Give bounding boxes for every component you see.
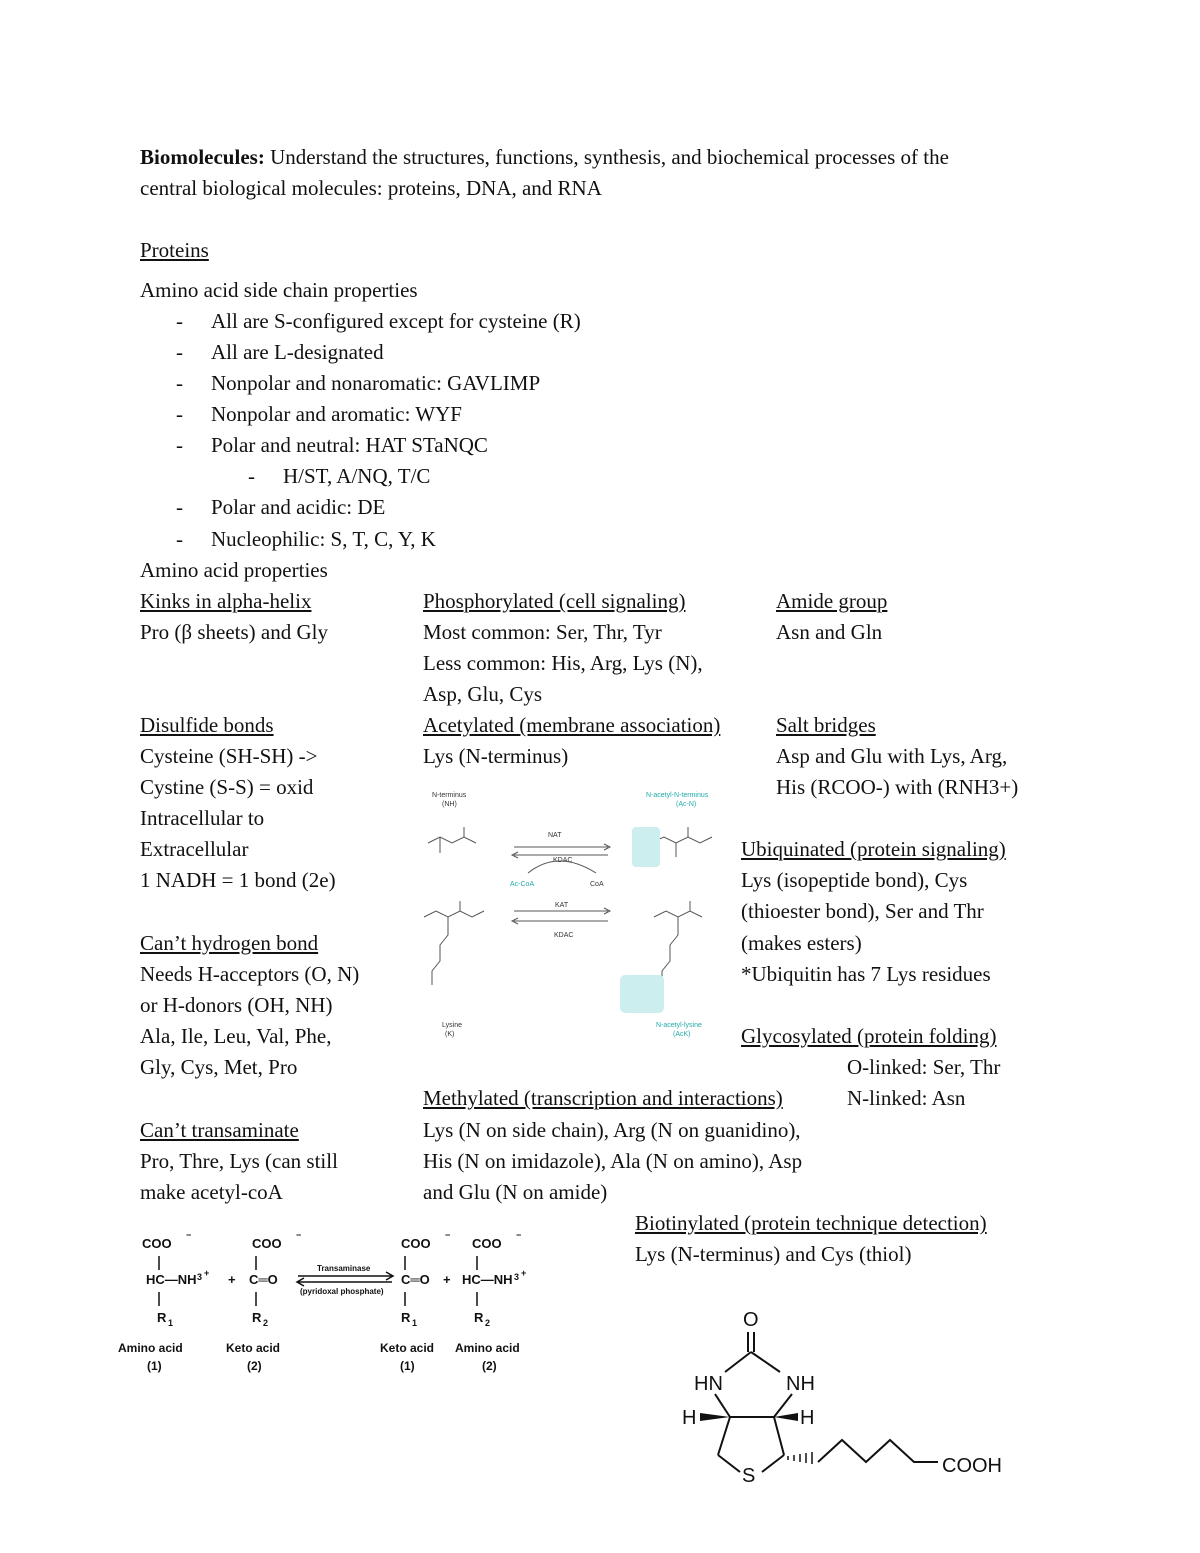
bullet-dash: - bbox=[176, 495, 183, 519]
biotin-text: Lys (N-terminus) and Cys (thiol) bbox=[635, 1242, 912, 1266]
bullet-dash: - bbox=[176, 402, 183, 426]
salt-title: Salt bridges bbox=[776, 713, 876, 737]
svg-text:3: 3 bbox=[197, 1272, 203, 1282]
co-label: C═O bbox=[401, 1272, 430, 1287]
transam-line: Pro, Thre, Lys (can still bbox=[140, 1149, 338, 1173]
phos-line: Less common: His, Arg, Lys (N), bbox=[423, 651, 703, 675]
caption: Keto acid bbox=[380, 1341, 435, 1355]
bullet-dash: - bbox=[176, 340, 183, 364]
caption: Keto acid bbox=[226, 1341, 281, 1355]
bullet-item: Nonpolar and aromatic: WYF bbox=[211, 402, 462, 426]
hbond-title: Can’t hydrogen bond bbox=[140, 931, 319, 955]
fig-label: KDAC bbox=[554, 932, 574, 939]
ubiq-title: Ubiquinated (protein signaling) bbox=[741, 837, 1006, 861]
superscript: − bbox=[516, 1230, 522, 1240]
bullet-dash: - bbox=[176, 527, 183, 551]
acetyl-highlight bbox=[632, 827, 660, 867]
acetylation-diagram bbox=[418, 785, 738, 1047]
hbond-line: or H-donors (OH, NH) bbox=[140, 993, 333, 1017]
transam-line: make acetyl-coA bbox=[140, 1180, 283, 1204]
svg-text:1: 1 bbox=[412, 1318, 418, 1328]
phos-line: Most common: Ser, Thr, Tyr bbox=[423, 620, 662, 644]
atom-hn: HN bbox=[694, 1373, 723, 1395]
intro-line-2: central biological molecules: proteins, DNA, and RNA bbox=[140, 176, 602, 200]
bullet-item: Nonpolar and nonaromatic: GAVLIMP bbox=[211, 371, 541, 395]
r-label: R bbox=[157, 1310, 167, 1325]
superscript: − bbox=[445, 1230, 451, 1240]
fig-label: CoA bbox=[590, 881, 604, 888]
bullet-dash: - bbox=[176, 309, 183, 333]
acetyl-highlight bbox=[620, 975, 664, 1013]
phos-line: Asp, Glu, Cys bbox=[423, 682, 543, 706]
biotin-structure bbox=[670, 1300, 1050, 1492]
salt-line: His (RCOO-) with (RNH3+) bbox=[776, 775, 1019, 799]
atom-h-left: H bbox=[682, 1407, 697, 1429]
ubiq-line: *Ubiquitin has 7 Lys residues bbox=[741, 962, 991, 986]
transam-title: Can’t transaminate bbox=[140, 1118, 299, 1142]
plus-sign: + bbox=[228, 1272, 236, 1287]
phos-title: Phosphorylated (cell signaling) bbox=[423, 589, 686, 613]
sub-bullet-dash: - bbox=[248, 464, 255, 488]
svg-text:1: 1 bbox=[168, 1318, 174, 1328]
bullet-dash: - bbox=[176, 371, 183, 395]
fig-label: (Ac-N) bbox=[676, 801, 697, 808]
fig-label: N-acetyl-N-terminus bbox=[646, 792, 709, 799]
r-label: R bbox=[252, 1310, 262, 1325]
caption: Amino acid bbox=[118, 1341, 183, 1355]
svg-text:2: 2 bbox=[485, 1318, 491, 1328]
disulfide-line: 1 NADH = 1 bond (2e) bbox=[140, 868, 336, 892]
hc-nh3-label: HC—NH bbox=[462, 1272, 513, 1287]
intro-bold-label: Biomolecules: bbox=[140, 145, 265, 169]
co-label: C═O bbox=[249, 1272, 278, 1287]
bullet-item: Polar and neutral: HAT STaNQC bbox=[211, 433, 488, 457]
ubiq-line: (makes esters) bbox=[741, 931, 862, 955]
atom-nh: NH bbox=[786, 1373, 815, 1395]
disulfide-title: Disulfide bonds bbox=[140, 713, 274, 737]
caption: (1) bbox=[400, 1359, 415, 1373]
acet-title: Acetylated (membrane association) bbox=[423, 713, 721, 737]
superscript: − bbox=[296, 1230, 302, 1240]
meth-line: His (N on imidazole), Ala (N on amino), Asp bbox=[423, 1149, 803, 1173]
bullet-item: All are S-configured except for cysteine (R) bbox=[211, 309, 581, 333]
coo-label: COO bbox=[401, 1236, 431, 1251]
caption: (2) bbox=[247, 1359, 262, 1373]
sub-bullet-item: H/ST, A/NQ, T/C bbox=[283, 464, 431, 488]
svg-text:2: 2 bbox=[263, 1318, 269, 1328]
glyco-title: Glycosylated (protein folding) bbox=[741, 1024, 997, 1048]
aa-props-heading: Amino acid properties bbox=[140, 558, 328, 582]
salt-line: Asp and Glu with Lys, Arg, bbox=[776, 744, 1008, 768]
bullet-dash: - bbox=[176, 433, 183, 457]
fig-label: KDAC bbox=[553, 857, 573, 864]
fig-label: N-acetyl-lysine bbox=[656, 1022, 702, 1029]
kinks-title: Kinks in alpha-helix bbox=[140, 589, 312, 613]
meth-line: Lys (N on side chain), Arg (N on guanidino), bbox=[423, 1118, 801, 1142]
fig-label: Ac-CoA bbox=[510, 881, 535, 888]
fig-label: (K) bbox=[445, 1031, 455, 1038]
atom-cooh: COOH bbox=[942, 1455, 1002, 1477]
disulfide-line: Intracellular to bbox=[140, 806, 265, 830]
intro-line-1 bbox=[140, 142, 949, 173]
caption: (1) bbox=[147, 1359, 162, 1373]
caption: (2) bbox=[482, 1359, 497, 1373]
kinks-text: Pro (β sheets) and Gly bbox=[140, 620, 328, 644]
coo-label: COO bbox=[142, 1236, 172, 1251]
meth-title: Methylated (transcription and interactions) bbox=[423, 1086, 783, 1110]
enzyme-label: Transaminase bbox=[317, 1264, 371, 1273]
glyco-line: N-linked: Asn bbox=[847, 1086, 966, 1110]
fig-label: KAT bbox=[555, 902, 569, 909]
disulfide-line: Extracellular bbox=[140, 837, 249, 861]
ubiq-line: (thioester bond), Ser and Thr bbox=[741, 899, 984, 923]
disulfide-line: Cysteine (SH-SH) -> bbox=[140, 744, 318, 768]
svg-text:+: + bbox=[521, 1268, 527, 1278]
atom-s: S bbox=[742, 1465, 756, 1487]
fig-label: N-terminus bbox=[432, 792, 467, 799]
hbond-line: Needs H-acceptors (O, N) bbox=[140, 962, 360, 986]
fig-label: NAT bbox=[548, 832, 562, 839]
amide-title: Amide group bbox=[776, 589, 888, 613]
bullet-item: All are L-designated bbox=[211, 340, 384, 364]
side-chain-heading: Amino acid side chain properties bbox=[140, 278, 418, 302]
bullet-item: Polar and acidic: DE bbox=[211, 495, 386, 519]
coo-label: COO bbox=[472, 1236, 502, 1251]
biotin-title: Biotinylated (protein technique detection) bbox=[635, 1211, 987, 1235]
fig-label: (AcK) bbox=[673, 1031, 691, 1038]
disulfide-line: Cystine (S-S) = oxid bbox=[140, 775, 314, 799]
meth-line: and Glu (N on amide) bbox=[423, 1180, 608, 1204]
hbond-line: Ala, Ile, Leu, Val, Phe, bbox=[140, 1024, 332, 1048]
intro-text-1: Understand the structures, functions, synthesis, and biochemical processes of the bbox=[264, 145, 949, 169]
fig-label: (NH) bbox=[442, 801, 457, 808]
proteins-heading: Proteins bbox=[140, 238, 209, 262]
superscript: − bbox=[186, 1230, 192, 1240]
svg-text:3: 3 bbox=[514, 1272, 520, 1282]
hc-nh3-label: HC—NH bbox=[146, 1272, 197, 1287]
atom-o: O bbox=[743, 1309, 759, 1331]
bullet-item: Nucleophilic: S, T, C, Y, K bbox=[211, 527, 436, 551]
cofactor-label: (pyridoxal phosphate) bbox=[300, 1287, 384, 1296]
hbond-line: Gly, Cys, Met, Pro bbox=[140, 1055, 298, 1079]
glyco-line: O-linked: Ser, Thr bbox=[847, 1055, 1001, 1079]
ubiq-line: Lys (isopeptide bond), Cys bbox=[741, 868, 968, 892]
svg-text:+: + bbox=[204, 1268, 210, 1278]
fig-label: Lysine bbox=[442, 1022, 462, 1029]
coo-label: COO bbox=[252, 1236, 282, 1251]
caption: Amino acid bbox=[455, 1341, 520, 1355]
acet-text: Lys (N-terminus) bbox=[423, 744, 569, 768]
atom-h-right: H bbox=[800, 1407, 815, 1429]
plus-sign: + bbox=[443, 1272, 451, 1287]
r-label: R bbox=[401, 1310, 411, 1325]
transamination-diagram bbox=[112, 1228, 552, 1378]
r-label: R bbox=[474, 1310, 484, 1325]
amide-text: Asn and Gln bbox=[776, 620, 883, 644]
